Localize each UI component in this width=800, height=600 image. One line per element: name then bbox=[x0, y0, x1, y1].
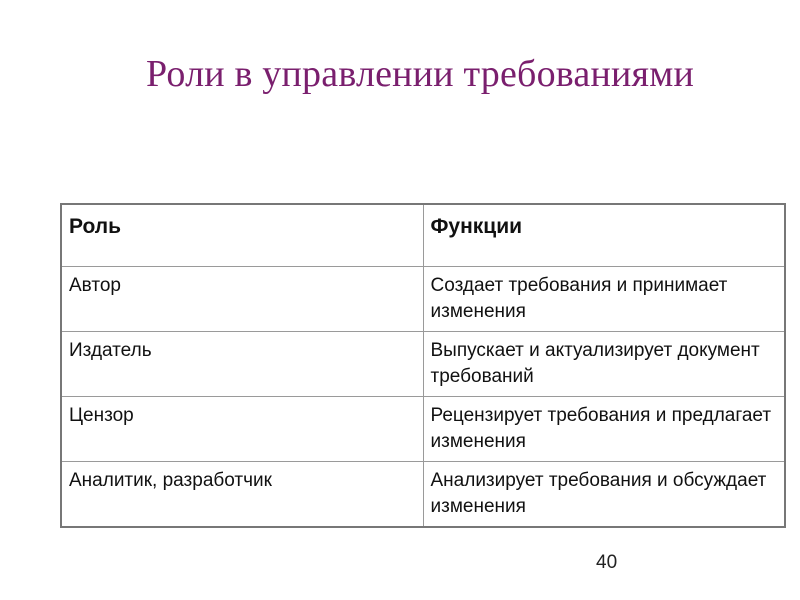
slide-title: Роли в управлении требованиями bbox=[145, 53, 695, 95]
header-role: Роль bbox=[61, 204, 423, 267]
functions-cell: Рецензирует требования и предлагает изменения bbox=[423, 397, 785, 462]
table-row bbox=[61, 332, 785, 397]
header-functions: Функции bbox=[423, 204, 785, 267]
functions-cell: Выпускает и актуализирует документ требований bbox=[423, 332, 785, 397]
functions-cell: Создает требования и принимает изменения bbox=[423, 267, 785, 332]
page-number: 40 bbox=[596, 552, 618, 573]
roles-table-container bbox=[60, 203, 784, 528]
table-row bbox=[61, 462, 785, 528]
functions-cell: Анализирует требования и обсуждает изменения bbox=[423, 462, 785, 528]
table-header-row bbox=[61, 204, 785, 267]
role-cell: Автор bbox=[61, 267, 423, 332]
table-row bbox=[61, 267, 785, 332]
role-cell: Аналитик, разработчик bbox=[61, 462, 423, 528]
role-cell: Цензор bbox=[61, 397, 423, 462]
role-cell: Издатель bbox=[61, 332, 423, 397]
roles-table bbox=[60, 203, 786, 528]
table-row bbox=[61, 397, 785, 462]
